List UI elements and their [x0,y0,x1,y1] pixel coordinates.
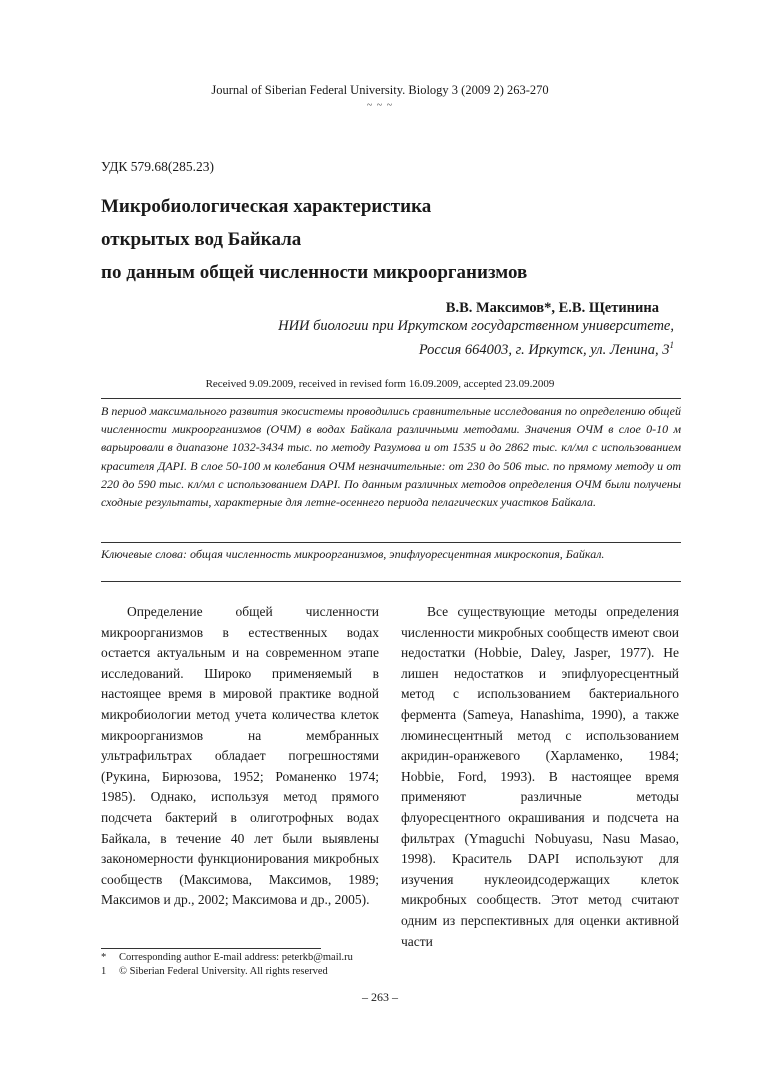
article-title-line: Микробиологическая характеристика [101,196,432,217]
body-paragraph: Все существующие методы определения численности микробных сообществ имеют свои недостатки (Hobbie, Daley, Jasper, 1977). Не лишен недостатков и эпифлуоресцентный метод с использованием бактериального фермента (Sameya, Hanashima, 1990), а также люминесцентный метод с использованием акридин-оранжевого (Харламенко, 1984; Hobbie, Ford, 1993). В настоящее время применяют различные методы флуоресцентного окрашивания и подсчета на фильтрах (Ymaguchi Nobuyasu, Nasu Masao, 1998). Краситель DAPI используют для изучения нуклеоидсодержащих клеток микробных сообществ. Этот метод считают одним из перспективных для оценки активной части [401,604,679,949]
footnote-mark: 1 [101,966,107,977]
keywords: Ключевые слова: общая численность микроорганизмов, эпифлуоресцентная микроскопия, Байкал. [101,547,605,561]
affiliation-footnote-mark: 1 [669,340,674,350]
abstract-top-rule [101,398,681,399]
received-dates: Received 9.09.2009, received in revised form 16.09.2009, accepted 23.09.2009 [205,378,555,390]
affiliation-line [419,340,674,359]
affiliation-address: Россия 664003, г. Иркутск, ул. Ленина, 3 [418,341,670,358]
abstract-divider [101,542,681,543]
footnote-mark: * [101,952,107,963]
footnote-text: © Siberian Federal University. All rights reserved [119,966,328,977]
udk-code: УДК 579.68(285.23) [101,159,215,174]
header-ornament: ~ ~ ~ [366,100,394,111]
footnote [101,952,353,963]
article-title-line: по данным общей численности микроорганизмов [101,262,528,283]
page-number: – 263 – [362,990,398,1004]
body-column-left [101,602,379,911]
footnote-rule [101,948,321,949]
authors: В.В. Максимов*, Е.В. Щетинина [445,300,659,316]
body-paragraph: Определение общей численности микроорганизмов в естественных водах остается актуальным и на современном этапе исследований. Широко применяемый в настоящее время в мировой практике водной микробиологии метод учета количества клеток микроорганизмов на мембранных ультрафильтрах обладает погрешностями (Рукина, Бирюзова, 1952; Романенко 1974; 1985). Однако, используя метод прямого подсчета бактерий в олиготрофных водах Байкала, в течение 40 лет были выявлены закономерности функционирования микробных сообществ (Максимова, Максимов, 1989; Максимов и др., 2002; Максимова и др., 2005). [101,604,379,908]
affiliation-line: НИИ биологии при Иркутском государственном университете, [278,318,674,334]
journal-header: Journal of Siberian Federal University. Biology 3 (2009 2) 263-270 [211,83,549,97]
keywords-bottom-rule [101,581,681,582]
abstract: В период максимального развития экосистемы проводились сравнительные исследования по определению общей численности микроорганизмов (ОЧМ) в водах Байкала различными методами. Значения ОЧМ в слое 0-10 м варьировали в диапазоне 1032-3434 тыс. по методу Разумова и от 1535 и до 2862 тыс. кл/мл с использованием красителя ДАРI. В слое 50-100 м колебания ОЧМ незначительные: от 230 до 506 тыс. по прямому методу и от 220 до 590 тыс. кл/мл с использованием DAPI. По данным различных методов определения ОЧМ были получены сходные результаты, характерные для летне-осеннего периода пелагических участков Байкала. [101,404,681,510]
body-column-right [401,602,679,952]
article-title-line: открытых вод Байкала [101,229,302,250]
footnote [101,966,328,977]
footnote-text: Corresponding author E-mail address: peterkb@mail.ru [119,952,353,963]
